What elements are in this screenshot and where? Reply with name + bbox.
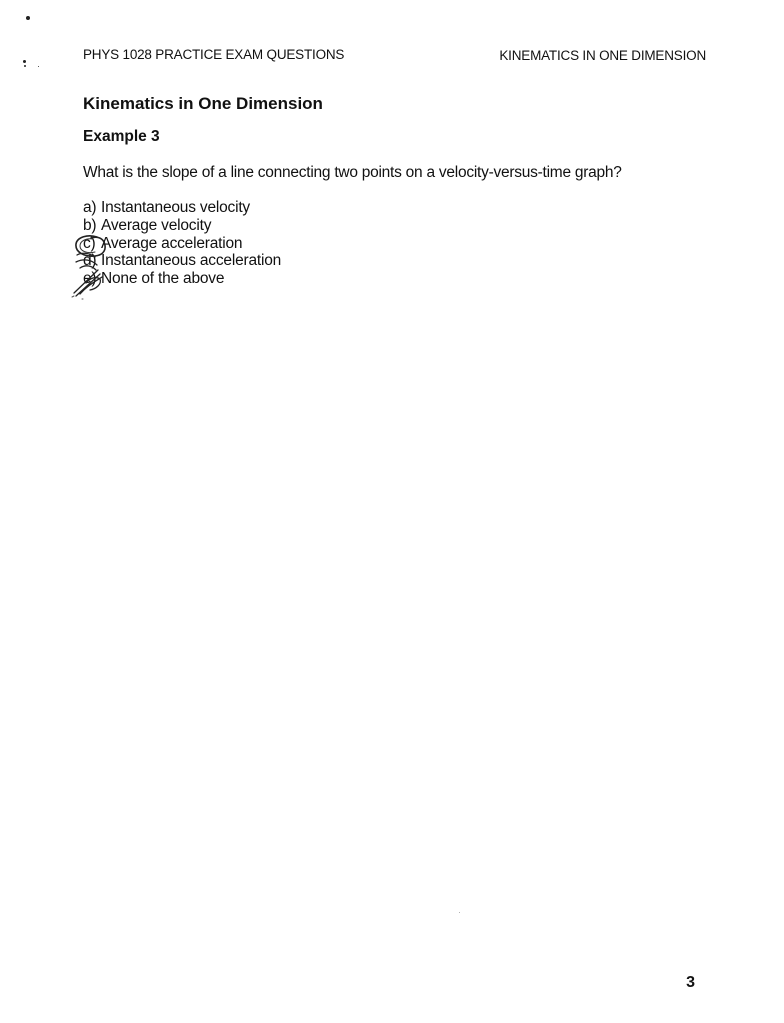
scan-speck [24,65,26,67]
option-label: d) [83,252,97,270]
header-course-title: PHYS 1028 PRACTICE EXAM QUESTIONS [83,47,345,62]
header-topic-title: KINEMATICS IN ONE DIMENSION [499,48,706,63]
scan-speck [23,60,26,63]
option-text: Average velocity [101,216,212,234]
example-title: Example 3 [83,128,160,145]
option-label: a) [83,199,97,216]
option-text: Instantaneous acceleration [101,252,282,270]
answer-option-d [83,252,281,270]
option-label: c) [83,234,96,252]
answer-option-a [83,199,281,217]
answer-option-c [83,235,281,253]
option-label: e) [83,270,97,288]
answer-options-list [83,199,281,288]
answer-option-b [83,217,281,235]
option-text: Instantaneous velocity [101,199,250,216]
answer-option-e [83,270,281,288]
option-label: b) [83,216,97,234]
scan-speck [459,912,460,913]
page-number: 3 [686,974,695,991]
scan-speck [38,66,39,67]
pen-dots [72,296,83,299]
scan-speck [26,16,30,20]
option-text: None of the above [101,270,225,288]
question-text: What is the slope of a line connecting two points on a velocity-versus-time graph? [83,164,622,181]
option-text: Average acceleration [101,234,243,252]
section-title: Kinematics in One Dimension [83,94,323,113]
